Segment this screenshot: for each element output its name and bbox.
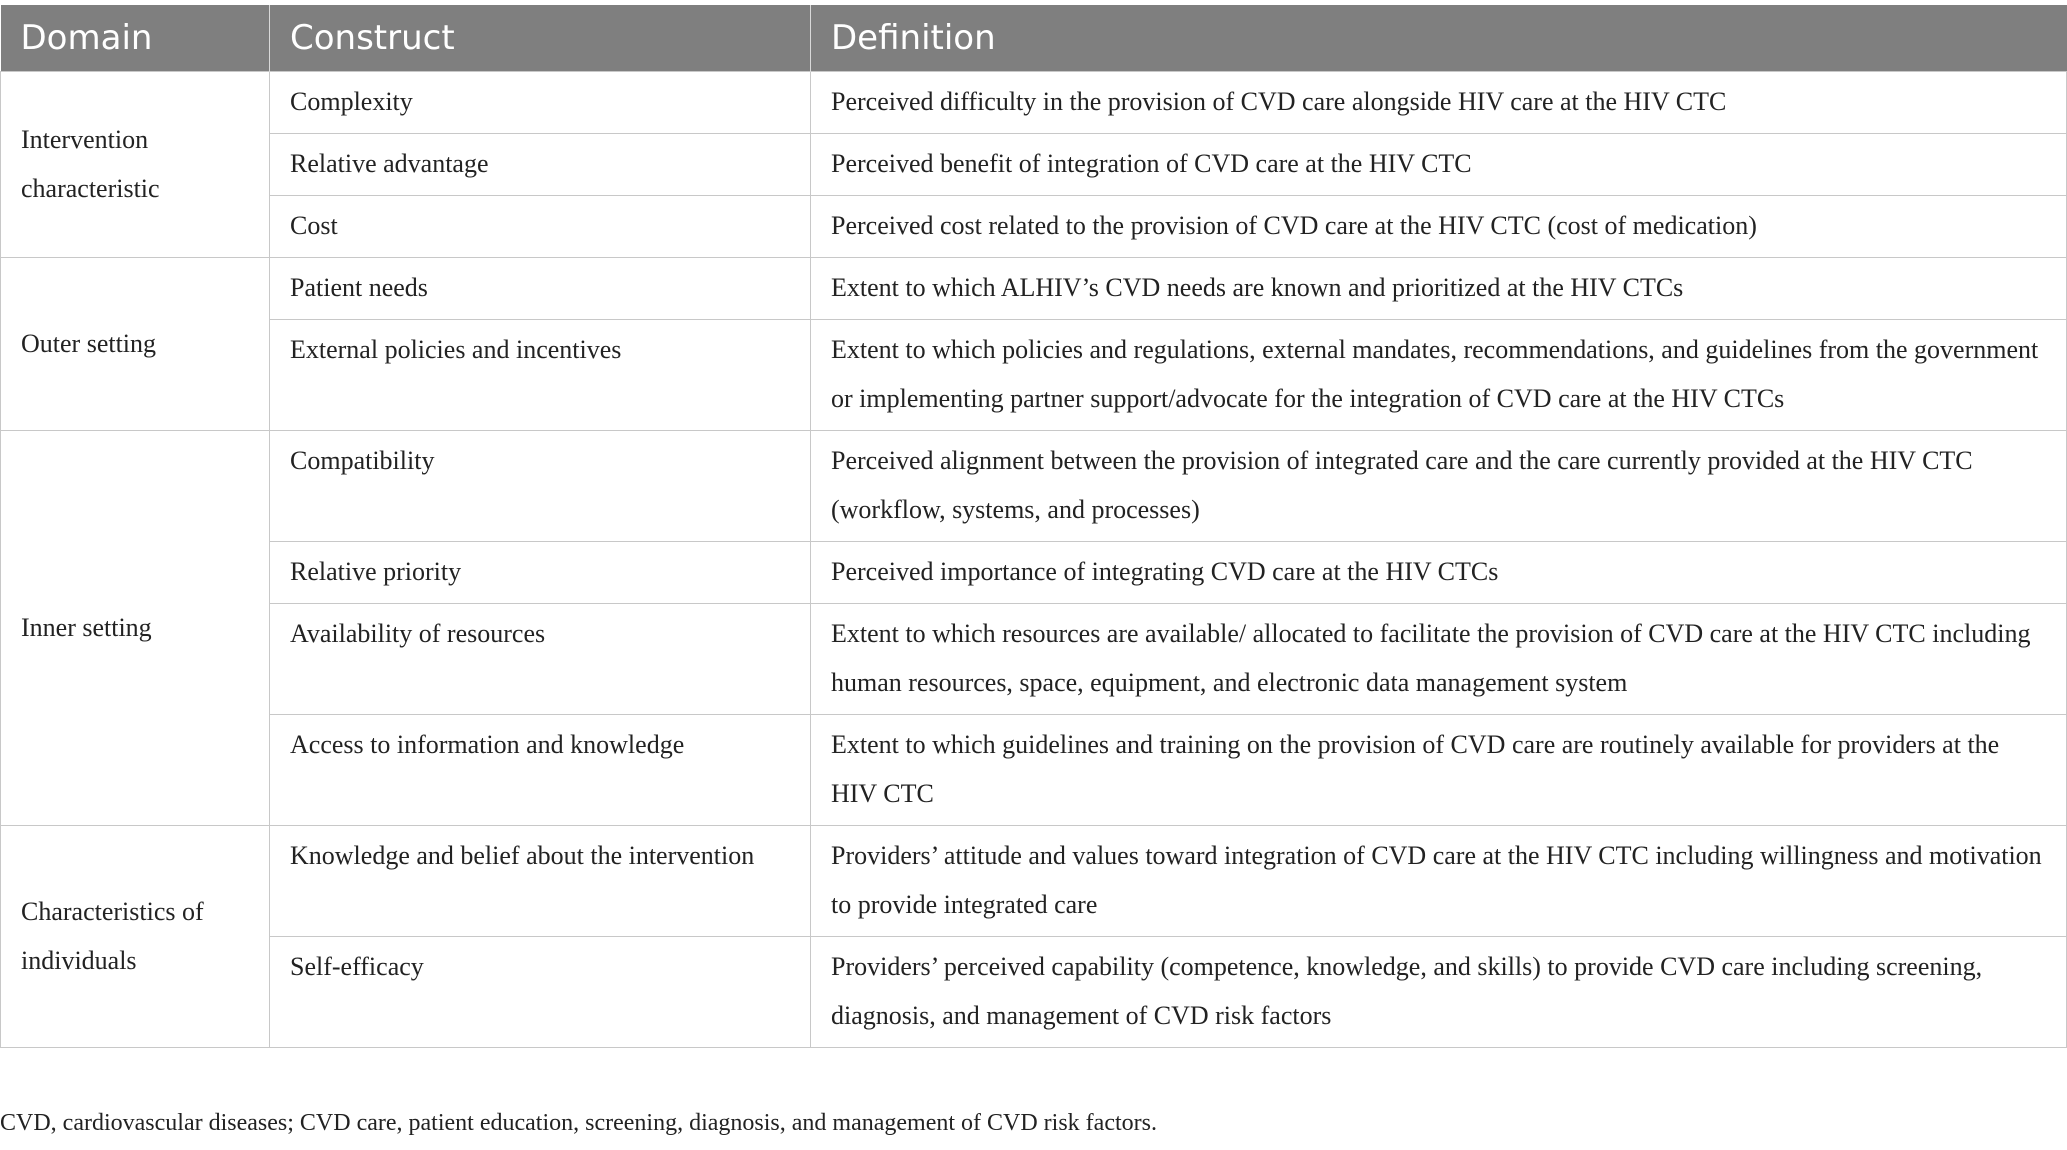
construct-cell: Availability of resources	[270, 604, 811, 715]
construct-cell: Patient needs	[270, 258, 811, 320]
table-row	[1, 258, 2067, 320]
construct-cell: Relative advantage	[270, 134, 811, 196]
construct-cell: Knowledge and belief about the intervention	[270, 826, 811, 937]
definition-cell: Perceived difficulty in the provision of CVD care alongside HIV care at the HIV CTC	[811, 72, 2067, 134]
table-row	[1, 196, 2067, 258]
table-row	[1, 72, 2067, 134]
table-row	[1, 320, 2067, 431]
definition-cell: Extent to which ALHIV’s CVD needs are known and prioritized at the HIV CTCs	[811, 258, 2067, 320]
table-row	[1, 937, 2067, 1048]
table-row	[1, 431, 2067, 542]
domain-cell: Outer setting	[1, 258, 270, 431]
header-construct: Construct	[270, 5, 811, 72]
table-row	[1, 134, 2067, 196]
table-body	[1, 72, 2067, 1048]
construct-cell: Compatibility	[270, 431, 811, 542]
definition-cell: Perceived benefit of integration of CVD care at the HIV CTC	[811, 134, 2067, 196]
definition-cell: Extent to which resources are available/ allocated to facilitate the provision of CVD care at the HIV CTC including human resources, space, equipment, and electronic data management system	[811, 604, 2067, 715]
cfir-table	[0, 5, 2067, 1048]
construct-cell: Access to information and knowledge	[270, 715, 811, 826]
table-row	[1, 542, 2067, 604]
definition-cell: Providers’ attitude and values toward integration of CVD care at the HIV CTC including willingness and motivation to provide integrated care	[811, 826, 2067, 937]
table-footnote: CVD, cardiovascular diseases; CVD care, patient education, screening, diagnosis, and management of CVD risk factors.	[0, 1110, 1157, 1136]
definition-cell: Perceived alignment between the provision of integrated care and the care currently provided at the HIV CTC (workflow, systems, and processes)	[811, 431, 2067, 542]
cfir-table-container	[0, 5, 2066, 1048]
definition-cell: Extent to which guidelines and training on the provision of CVD care are routinely available for providers at the HIV CTC	[811, 715, 2067, 826]
domain-cell: Intervention characteristic	[1, 72, 270, 258]
domain-cell: Characteristics of individuals	[1, 826, 270, 1048]
construct-cell: Relative priority	[270, 542, 811, 604]
definition-cell: Perceived cost related to the provision of CVD care at the HIV CTC (cost of medication)	[811, 196, 2067, 258]
table-row	[1, 826, 2067, 937]
definition-cell: Providers’ perceived capability (competence, knowledge, and skills) to provide CVD care including screening, diagnosis, and management of CVD risk factors	[811, 937, 2067, 1048]
definition-cell: Perceived importance of integrating CVD care at the HIV CTCs	[811, 542, 2067, 604]
header-definition: Definition	[811, 5, 2067, 72]
table-row	[1, 715, 2067, 826]
domain-cell: Inner setting	[1, 431, 270, 826]
construct-cell: Cost	[270, 196, 811, 258]
table-row	[1, 604, 2067, 715]
construct-cell: External policies and incentives	[270, 320, 811, 431]
construct-cell: Complexity	[270, 72, 811, 134]
header-row	[1, 5, 2067, 72]
construct-cell: Self-efficacy	[270, 937, 811, 1048]
table-header	[1, 5, 2067, 72]
definition-cell: Extent to which policies and regulations, external mandates, recommendations, and guidelines from the government or implementing partner support/advocate for the integration of CVD care at the HIV CTCs	[811, 320, 2067, 431]
header-domain: Domain	[1, 5, 270, 72]
